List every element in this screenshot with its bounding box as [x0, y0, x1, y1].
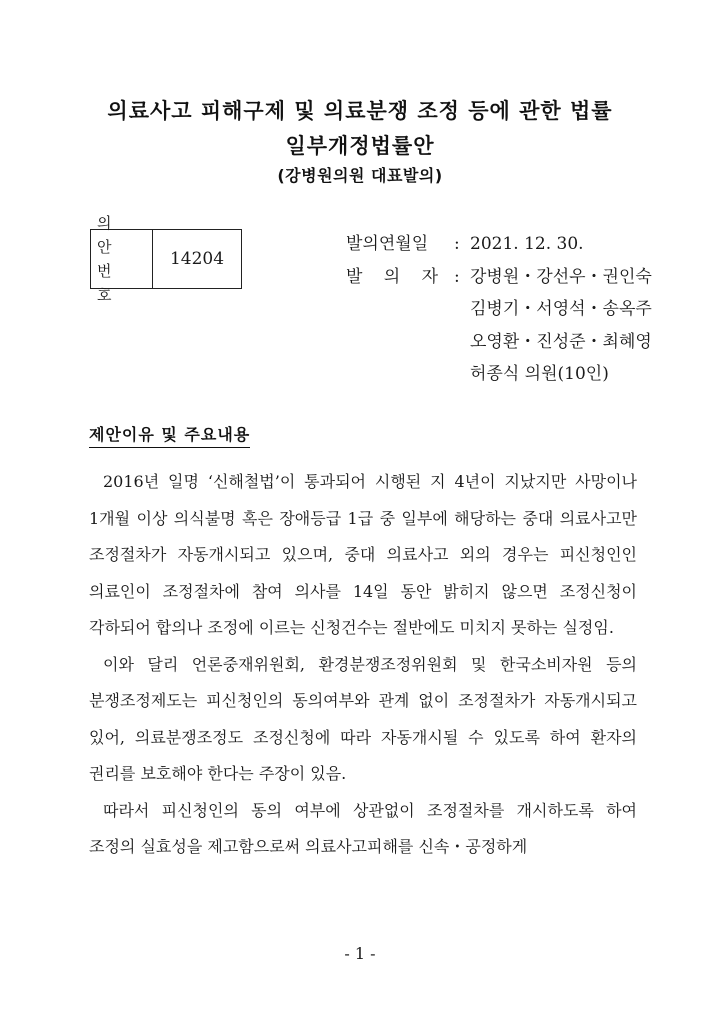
proposer-line: 강병원・강선우・권인숙	[470, 266, 652, 287]
paragraph: 이와 달리 언론중재위원회, 환경분쟁조정위원회 및 한국소비자원 등의 분쟁조정제도는 피신청인의 동의여부와 관계 없이 조정절차가 자동개시되고 있어, 의료분쟁조정도 조정신청에 따라 자동개시될 수 있도록 하여 환자의 권리를 보호해야 한다는 주장이 있음.	[89, 654, 637, 783]
proposal-date-label: 발의연월일	[346, 234, 429, 254]
proposal-date-row	[346, 228, 652, 261]
bill-label-line1: 의 안	[97, 214, 120, 256]
bill-title: 의료사고 피해구제 및 의료분쟁 조정 등에 관한 법률	[107, 99, 613, 123]
bill-title-amendment: 일부개정법률안	[285, 134, 435, 158]
proposer-row	[346, 261, 652, 294]
bill-metadata	[346, 228, 652, 391]
bill-label-line2: 번 호	[97, 262, 120, 304]
body-text	[89, 464, 637, 866]
proposer-line: 오영환・진성준・최혜영	[470, 331, 652, 352]
paragraph: 2016년 일명 ‘신해철법’이 통과되어 시행된 지 4년이 지났지만 사망이나 1개월 이상 의식불명 혹은 장애등급 1급 중 일부에 해당하는 중대 의료사고만 조정절차가 자동개시되고 있으며, 중대 의료사고 외의 경우는 피신청인인 의료인이 조정절차에 참여 의사를 14일 동안 밝히지 않으면 조정신청이 각하되어 합의나 조정에 이르는 신청건수는 절반에도 미치지 못하는 실정임.	[89, 472, 637, 637]
proposer-row	[346, 293, 652, 326]
bill-number-label	[91, 214, 153, 304]
section-heading: 제안이유 및 주요내용	[89, 422, 250, 448]
proposer-label-char: 의	[383, 266, 401, 287]
proposer-line: 허종식 의원(10인)	[470, 364, 609, 384]
proposer-row	[346, 358, 652, 391]
page-number: - 1 -	[344, 944, 376, 963]
bill-number-box	[90, 214, 242, 304]
proposal-date-value: 2021. 12. 30.	[470, 234, 584, 254]
paragraph: 따라서 피신청인의 동의 여부에 상관없이 조정절차를 개시하도록 하여 조정의 실효성을 제고함으로써 의료사고피해를 신속・공정하게	[89, 800, 637, 856]
proposer-label	[346, 261, 454, 294]
bill-sponsor: (강병원의원 대표발의)	[277, 166, 443, 185]
proposer-label-char: 발	[346, 266, 363, 287]
proposer-row	[346, 326, 652, 359]
proposal-date-colon: :	[454, 234, 460, 254]
bill-number-value: 14204	[169, 249, 225, 269]
proposer-colon: :	[454, 266, 460, 287]
proposer-line: 김병기・서영석・송옥주	[470, 299, 652, 319]
proposer-label-char: 자	[421, 266, 438, 287]
